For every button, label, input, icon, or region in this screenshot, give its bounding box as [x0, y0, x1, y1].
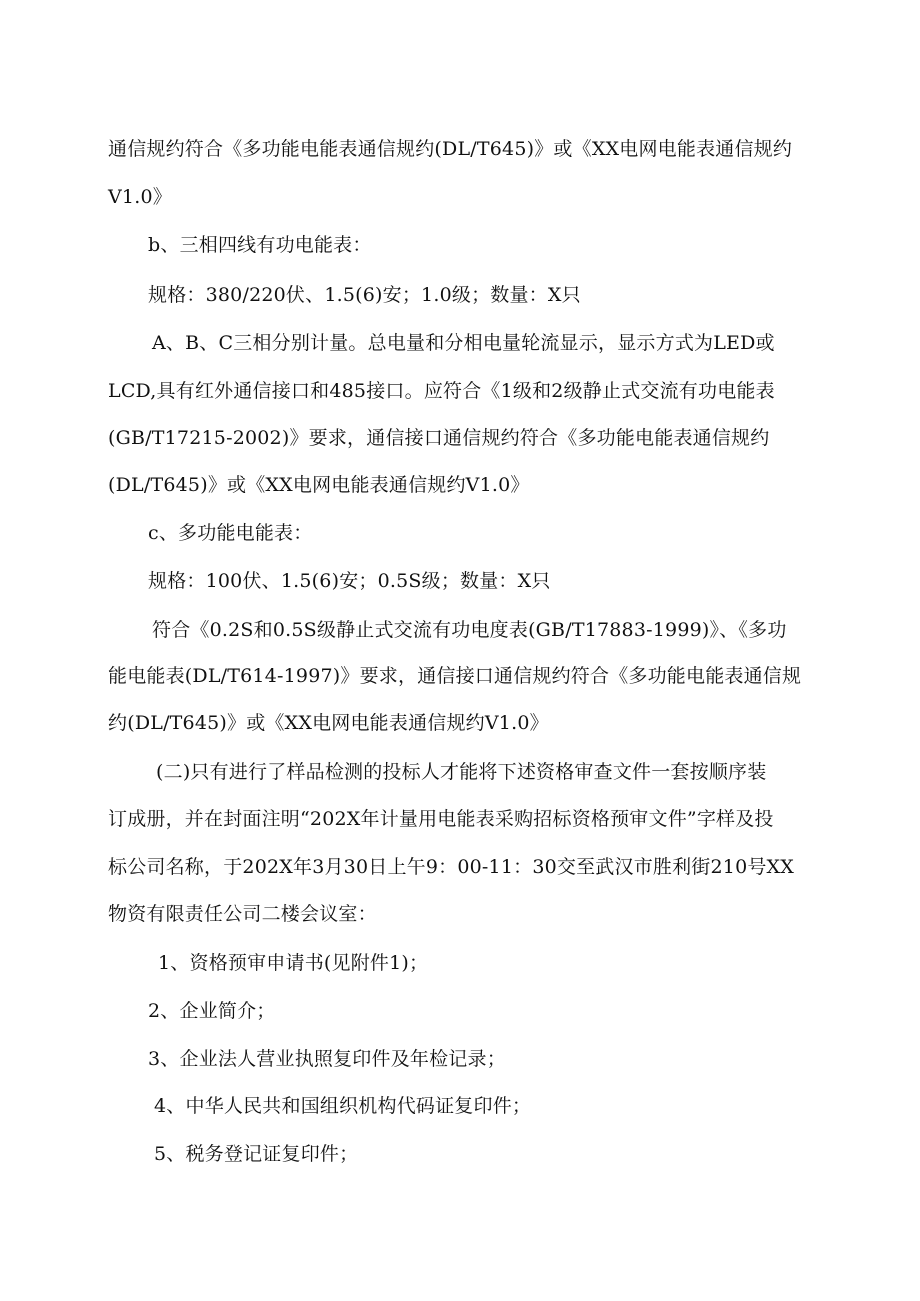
text-line: 5、税务登记证复印件； [154, 1143, 359, 1165]
text-line: c、多功能电能表： [148, 522, 313, 544]
text-line: (GB/T17215-2002)》要求，通信接口通信规约符合《多功能电能表通信规约 [108, 427, 770, 449]
text-line: 约(DL/T645)》或《XX电网电能表通信规约V1.0》 [108, 712, 549, 734]
text-line: 标公司名称，于202X年3月30日上午9：00-11：30交至武汉市胜利街210号XX [108, 856, 795, 878]
text-line: 2、企业简介； [148, 1000, 276, 1022]
text-line: 通信规约符合《多功能电能表通信规约(DL/T645)》或《XX电网电能表通信规约 [108, 138, 793, 160]
text-line: b、三相四线有功电能表： [148, 234, 372, 256]
text-line: A、B、C三相分别计量。总电量和分相电量轮流显示，显示方式为LED或 [152, 332, 775, 354]
text-line: 能电能表(DL/T614-1997)》要求，通信接口通信规约符合《多功能电能表通信规 [108, 665, 802, 687]
text-line: 规格：380/220伏、1.5(6)安；1.0级；数量：X只 [148, 284, 581, 306]
text-line: 符合《0.2S和0.5S级静止式交流有功电度表(GB/T17883-1999)》、《多功 [152, 619, 787, 641]
text-line: V1.0》 [108, 186, 172, 208]
text-line: 规格：100伏、1.5(6)安；0.5S级；数量：X只 [148, 570, 551, 592]
text-line: (二)只有进行了样品检测的投标人才能将下述资格审查文件一套按顺序装 [156, 761, 767, 783]
text-line: 4、中华人民共和国组织机构代码证复印件； [154, 1095, 532, 1117]
text-line: 1、资格预审申请书(见附件1)； [158, 952, 429, 974]
text-line: (DL/T645)》或《XX电网电能表通信规约V1.0》 [108, 474, 530, 496]
text-line: 订成册，并在封面注明“202X年计量用电能表采购招标资格预审文件”字样及投 [108, 808, 774, 830]
text-line: LCD,具有红外通信接口和485接口。应符合《1级和2级静止式交流有功电能表 [108, 380, 775, 402]
text-line: 3、企业法人营业执照复印件及年检记录； [148, 1048, 506, 1070]
text-line: 物资有限责任公司二楼会议室： [108, 903, 377, 925]
